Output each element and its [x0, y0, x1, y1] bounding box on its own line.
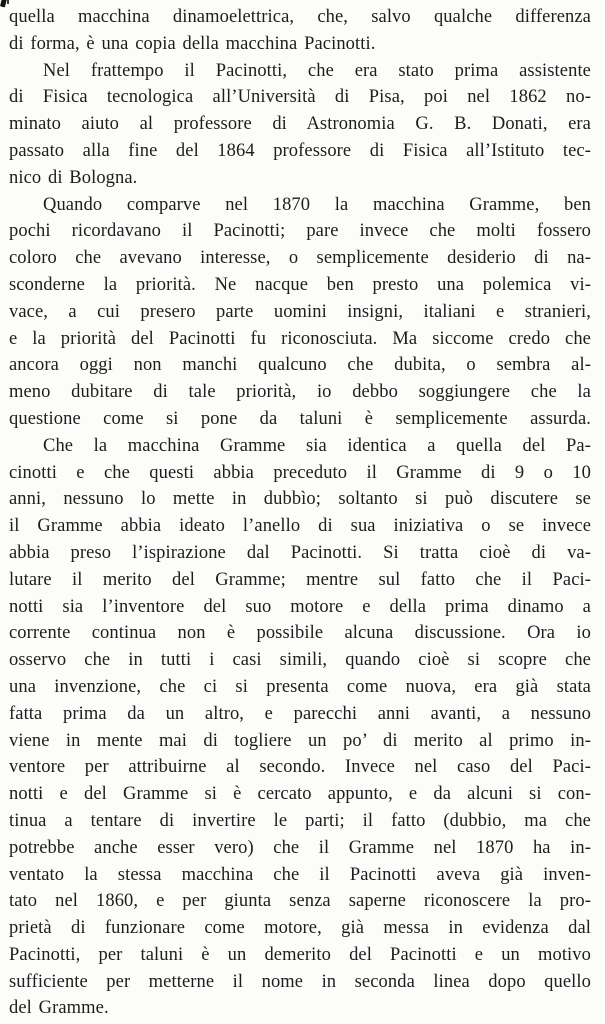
text-line: meno dubitare di tale priorità, io debbo soggiungere che la: [9, 382, 591, 403]
text-line: del Gramme.: [9, 998, 109, 1019]
scan-artifact: [0, 0, 7, 7]
text-line: osservo che in tutti i casi simili, quando cioè si scopre che: [9, 650, 591, 671]
text-line: quella macchina dinamoelettrica, che, salvo qualche differenza: [9, 7, 591, 27]
text-line: viene in mente mai di togliere un po’ di merito al primo in-: [9, 730, 591, 751]
paragraph: [9, 433, 591, 1023]
text-line: sufficiente per metterne il nome in seconda linea dopo quello: [9, 971, 591, 992]
text-line: nico di Bologna.: [9, 167, 138, 188]
text-line: anni, nessuno lo mette in dubbìo; soltanto si può discutere se: [9, 489, 591, 510]
text-line: ventato la stessa macchina che il Pacinotti aveva già inven-: [9, 864, 591, 885]
text-line: tinua a tentare di invertire le parti; il fatto (dubbio, ma che: [9, 810, 591, 831]
paragraph: [9, 58, 591, 192]
text-line: Che la macchina Gramme sia identica a quella del Pa-: [43, 435, 591, 456]
text-line: notti e del Gramme si è cercato appunto, e da alcuni si con-: [9, 784, 591, 805]
text-line: tato nel 1860, e per giunta senza saperne riconoscere la pro-: [9, 891, 591, 912]
text-line: Quando comparve nel 1870 la macchina Gramme, ben: [43, 194, 591, 215]
text-line: passato alla fine del 1864 professore di Fisica all’Istituto tec-: [9, 140, 591, 161]
text-line: il Gramme abbia ideato l’anello di sua iniziativa o se invece: [9, 516, 591, 537]
text-line: ancora oggi non manchi qualcuno che dubita, o sembra al-: [9, 355, 591, 376]
text-line: coloro che avevano interesse, o semplicemente desiderio di na-: [9, 248, 591, 269]
text-line: potrebbe anche esser vero) che il Gramme nel 1870 ha in-: [9, 837, 591, 858]
paragraph: [9, 4, 591, 58]
text-line: Pacinotti, per taluni è un demerito del Pacinotti e un motivo: [9, 944, 591, 965]
text-line: fatta prima da un altro, e parecchi anni avanti, a nessuno: [9, 703, 591, 724]
text-line: questione come si pone da taluni è semplicemente assurda.: [9, 408, 591, 429]
text-line: e la priorità del Pacinotti fu riconosciuta. Ma siccome credo che: [9, 328, 591, 349]
text-line: sconderne la priorità. Ne nacque ben presto una polemica vi-: [9, 274, 591, 295]
text-column: [9, 4, 591, 1022]
text-line: di forma, è una copia della macchina Pacinotti.: [9, 33, 376, 54]
text-line: minato aiuto al professore di Astronomia G. B. Donati, era: [9, 114, 591, 135]
text-line: di Fisica tecnologica all’Università di Pisa, poi nel 1862 no-: [9, 87, 591, 108]
text-line: abbia preso l’ispirazione dal Pacinotti. Si tratta cioè di va-: [9, 542, 591, 563]
paragraph: [9, 192, 591, 433]
text-line: Nel frattempo il Pacinotti, che era stato prima assistente: [43, 60, 591, 81]
text-line: corrente continua non è possibile alcuna discussione. Ora io: [9, 623, 591, 644]
text-line: lutare il merito del Gramme; mentre sul fatto che il Paci-: [9, 569, 591, 590]
text-line: prietà di funzionare come motore, già messa in evidenza dal: [9, 918, 591, 939]
text-line: una invenzione, che ci si presenta come nuova, era già stata: [9, 676, 591, 697]
text-line: cinotti e che questi abbia preceduto il Gramme di 9 o 10: [9, 462, 591, 483]
text-line: ventore per attribuirne al secondo. Invece nel caso del Paci-: [9, 757, 591, 778]
text-line: notti sia l’inventore del suo motore e della prima dinamo a: [9, 596, 591, 617]
text-line: vace, a cui presero parte uomini insigni, italiani e stranieri,: [9, 301, 591, 322]
text-line: pochi ricordavano il Pacinotti; pare invece che molti fossero: [9, 221, 591, 242]
